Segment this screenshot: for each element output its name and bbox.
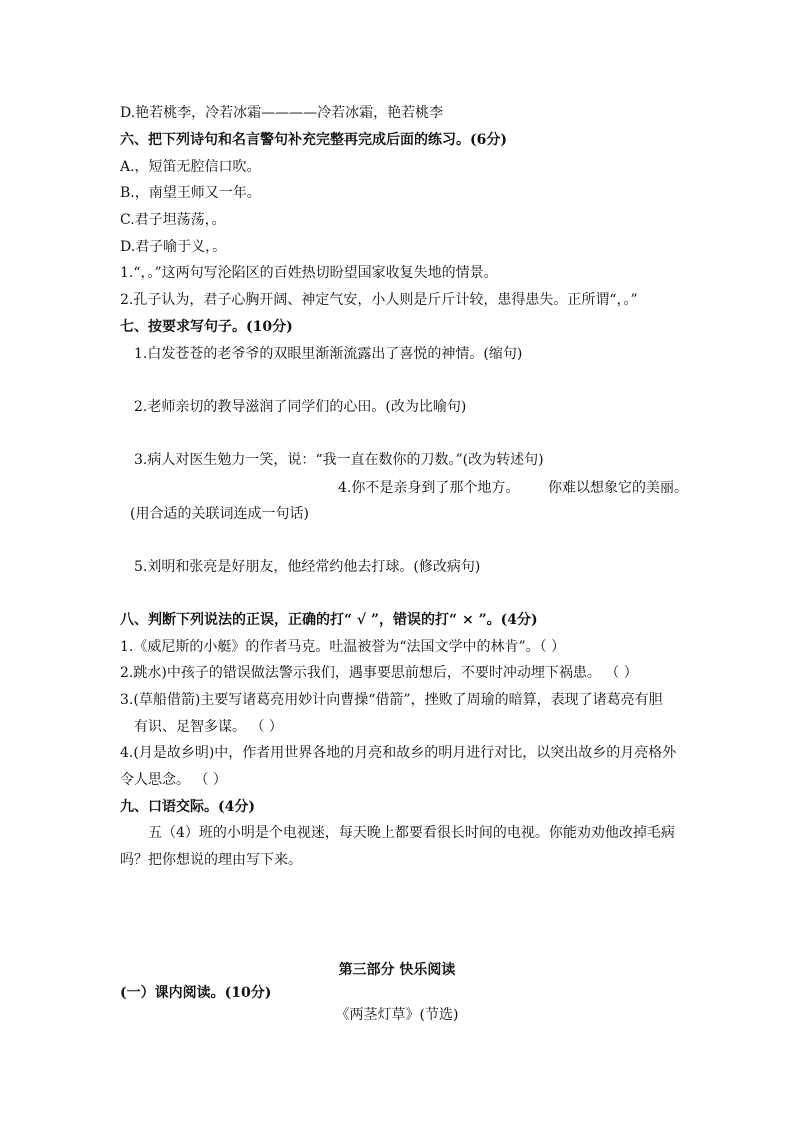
passage-title: 《两茎灯草》(节选) bbox=[335, 1007, 459, 1023]
section-9-prompt-line-2: 吗？把你想说的理由写下来。 bbox=[120, 852, 302, 868]
reading-subsection-title: (一）课内阅读。(10分) bbox=[120, 985, 272, 1001]
section-9-title: 九、口语交际。(4分) bbox=[120, 799, 255, 815]
section-8-judgement-4: 4.(月是故乡明)中，作者用世界各地的月亮和故乡的明月进行对比，以突出故乡的月亮格外 bbox=[120, 745, 677, 761]
section-7-title: 七、按要求写句子。(10分) bbox=[120, 319, 293, 335]
section-6-question-1: 1.“，。”这两句写沦陷区的百姓热切盼望国家收复失地的情景。 bbox=[120, 265, 498, 281]
section-6-item-a: A.，短笛无腔信口吹。 bbox=[120, 159, 261, 175]
section-8-judgement-1: 1.《威尼斯的小艇》的作者马克。吐温被誉为“法国文学中的林肯”。（ ） bbox=[120, 639, 566, 655]
section-8-title: 八、判断下列说法的正误，正确的打“ √ ”，错误的打“ × ”。(4分) bbox=[120, 612, 538, 628]
section-7-sentence-4-part-b: 你难以想象它的美丽。 bbox=[548, 480, 688, 496]
section-7-sentence-5: 5.刘明和张亮是好朋友，他经常约他去打球。(修改病句) bbox=[134, 559, 481, 575]
section-6-question-2: 2.孔子认为，君子心胸开阔、神定气安，小人则是斤斤计较，患得患失。正所谓“，。” bbox=[120, 292, 638, 308]
section-8-judgement-3-continued: 有识、足智多谋。 （ ） bbox=[134, 719, 283, 735]
section-7-sentence-3: 3.病人对医生勉力一笑，说：“我一直在数你的刀数。”(改为转述句) bbox=[134, 452, 544, 468]
section-8-judgement-2: 2.跳水)中孩子的错误做法警示我们，遇事要思前想后，不要时冲动埋下祸患。 （ ） bbox=[120, 665, 638, 681]
section-6-item-d: D.君子喻于义，。 bbox=[120, 239, 227, 255]
option-d-text: D.艳若桃李，冷若冰霜————冷若冰霜，艳若桃李 bbox=[120, 105, 444, 121]
section-7-sentence-1: 1.白发苍苍的老爷爷的双眼里渐渐流露出了喜悦的神情。(缩句) bbox=[134, 346, 523, 362]
section-6-item-b: B.，南望王师又一年。 bbox=[120, 185, 261, 201]
part-3-heading: 第三部分 快乐阅读 bbox=[338, 962, 456, 978]
section-7-sentence-2: 2.老师亲切的教导滋润了同学们的心田。(改为比喻句) bbox=[134, 399, 467, 415]
section-9-prompt-line-1: 五（4）班的小明是个电视迷，每天晚上都要看很长时间的电视。你能劝劝他改掉毛病 bbox=[148, 825, 675, 841]
section-7-sentence-4-instruction: (用合适的关联词连成一句话) bbox=[130, 506, 309, 522]
section-6-title: 六、把下列诗句和名言警句补充完整再完成后面的练习。(6分) bbox=[120, 132, 507, 148]
section-8-judgement-4-continued: 令人思念。 （ ） bbox=[120, 772, 227, 788]
section-6-item-c: C.君子坦荡荡，。 bbox=[120, 212, 226, 228]
section-7-sentence-4-part-a: 4.你不是亲身到了那个地方。 bbox=[338, 480, 520, 496]
section-8-judgement-3: 3.(草船借箭)主要写诸葛亮用妙计向曹操“借箭”，挫败了周瑜的暗算，表现了诸葛亮有胆 bbox=[120, 692, 663, 708]
